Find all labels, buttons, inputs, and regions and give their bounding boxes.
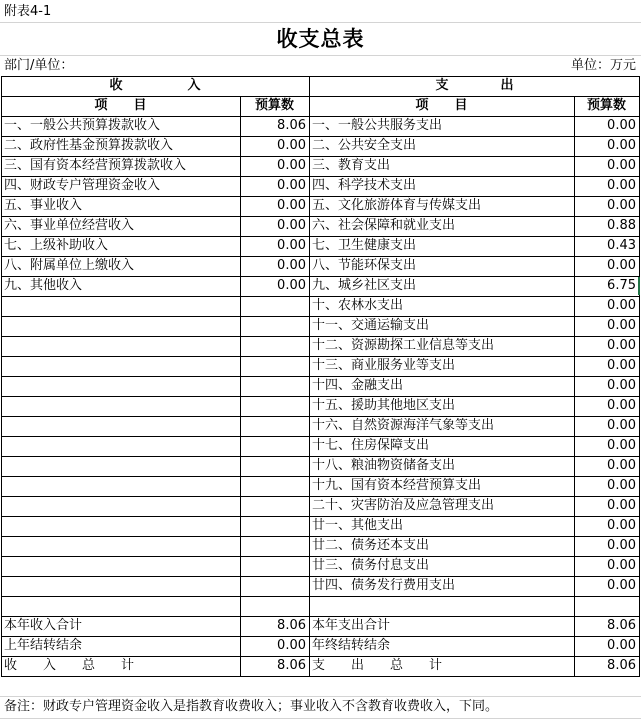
income-item	[1, 296, 240, 316]
border-line	[309, 76, 310, 677]
expense-total-value: 8.06	[607, 618, 636, 633]
income-item: 七、上级补助收入	[4, 238, 109, 253]
income-value	[240, 296, 309, 316]
expense-item-header: 项 目	[415, 98, 468, 113]
expense-item: 十七、住房保障支出	[312, 438, 430, 453]
income-item	[1, 496, 240, 516]
expense-value: 0.00	[607, 538, 636, 553]
border-line	[1, 496, 640, 497]
table-row	[0, 176, 641, 196]
border-line	[1, 396, 640, 397]
income-value	[240, 476, 309, 496]
income-value	[240, 456, 309, 476]
table-row	[0, 516, 641, 536]
income-item: 一、一般公共预算拨款收入	[4, 118, 161, 133]
expense-item: 四、科学技术支出	[312, 178, 417, 193]
expense-value: 0.00	[607, 158, 636, 173]
border-line	[1, 76, 2, 677]
expense-item: 三、教育支出	[312, 158, 391, 173]
income-item	[1, 456, 240, 476]
expense-total-value: 0.00	[607, 638, 636, 653]
expense-value: 0.88	[607, 218, 636, 233]
income-value	[240, 516, 309, 536]
border-line	[1, 176, 640, 177]
income-value	[240, 356, 309, 376]
border-line	[1, 656, 640, 657]
expense-value: 0.00	[607, 338, 636, 353]
table-row	[0, 216, 641, 236]
department-label: 部门/单位：	[4, 58, 74, 73]
expense-item: 九、城乡社区支出	[312, 278, 417, 293]
table-row	[0, 496, 641, 516]
border-line	[1, 356, 640, 357]
income-total-value: 8.06	[277, 658, 306, 673]
income-item	[1, 556, 240, 576]
expense-value: 0.00	[607, 578, 636, 593]
table-row	[0, 456, 641, 476]
income-value	[240, 556, 309, 576]
border-line	[1, 236, 640, 237]
total-row	[0, 656, 641, 676]
income-total-value: 8.06	[277, 618, 306, 633]
border-line	[1, 676, 640, 677]
unit-label: 单位：万元	[570, 58, 636, 73]
expense-value: 0.00	[607, 398, 636, 413]
table-row	[0, 236, 641, 256]
expense-value	[574, 596, 639, 616]
border-line	[1, 476, 640, 477]
table-row	[0, 116, 641, 136]
table-row	[0, 356, 641, 376]
expense-item: 十五、援助其他地区支出	[312, 398, 456, 413]
income-item	[1, 436, 240, 456]
table-row	[0, 396, 641, 416]
table-row	[0, 136, 641, 156]
expense-item: 廿二、债务还本支出	[312, 538, 430, 553]
expense-item: 十二、资源勘探工业信息等支出	[312, 338, 495, 353]
expense-item: 十四、金融支出	[312, 378, 404, 393]
sheet-label-row	[0, 2, 641, 22]
income-value: 0.00	[277, 198, 306, 213]
border-line	[1, 516, 640, 517]
income-item	[1, 376, 240, 396]
income-value: 0.00	[277, 158, 306, 173]
border-line	[1, 636, 640, 637]
border-line	[240, 96, 241, 677]
income-value: 0.00	[277, 138, 306, 153]
expense-value: 0.00	[607, 138, 636, 153]
income-item: 八、附属单位上缴收入	[4, 258, 135, 273]
income-value: 8.06	[277, 118, 306, 133]
border-line	[1, 316, 640, 317]
border-line	[1, 456, 640, 457]
border-line	[1, 256, 640, 257]
table-row	[0, 276, 641, 296]
income-value	[240, 536, 309, 556]
border-line	[574, 96, 575, 677]
border-line	[1, 336, 640, 337]
expense-value: 0.43	[607, 238, 636, 253]
expense-value: 0.00	[607, 358, 636, 373]
income-budget-header: 预算数	[254, 98, 294, 113]
border-line	[1, 376, 640, 377]
expense-item: 十、农林水支出	[312, 298, 404, 313]
meta-row	[0, 56, 641, 76]
expense-item: 一、一般公共服务支出	[312, 118, 443, 133]
table-row	[0, 336, 641, 356]
table-row	[0, 596, 641, 616]
expense-item: 廿一、其他支出	[312, 518, 404, 533]
total-row	[0, 616, 641, 636]
border-line	[1, 576, 640, 577]
income-item: 三、国有资本经营预算拨款收入	[4, 158, 187, 173]
border-line	[1, 296, 640, 297]
income-value: 0.00	[277, 258, 306, 273]
table-title: 收支总表	[276, 27, 365, 51]
expense-item: 八、节能环保支出	[312, 258, 417, 273]
income-item: 六、事业单位经营收入	[4, 218, 135, 233]
border-line	[1, 556, 640, 557]
expense-value: 0.00	[607, 478, 636, 493]
table-row	[0, 316, 641, 336]
expense-value: 0.00	[607, 198, 636, 213]
expense-value: 0.00	[607, 178, 636, 193]
expense-value: 0.00	[607, 438, 636, 453]
note-text: 备注：财政专户管理资金收入是指教育收费收入；事业收入不含教育收费收入，下同。	[4, 699, 499, 714]
table-row	[0, 576, 641, 596]
expense-total-label: 年终结转结余	[312, 638, 391, 653]
expense-total-label: 支 出 总 计	[312, 658, 443, 673]
expense-value: 0.00	[607, 418, 636, 433]
total-row	[0, 636, 641, 656]
expense-item: 十三、商业服务业等支出	[312, 358, 456, 373]
border-line	[1, 156, 640, 157]
income-value	[240, 416, 309, 436]
expense-item: 廿四、债务发行费用支出	[312, 578, 456, 593]
expense-value: 0.00	[607, 298, 636, 313]
table-row	[0, 376, 641, 396]
expense-total-label: 本年支出合计	[312, 618, 391, 633]
expense-total-value: 8.06	[607, 658, 636, 673]
note-row	[0, 697, 641, 717]
table-row	[0, 196, 641, 216]
income-item: 二、政府性基金预算拨款收入	[4, 138, 174, 153]
expense-value: 0.00	[607, 378, 636, 393]
income-item	[1, 356, 240, 376]
income-item	[1, 396, 240, 416]
expense-item: 廿三、债务付息支出	[312, 558, 430, 573]
income-total-label: 本年收入合计	[4, 618, 83, 633]
income-item: 五、事业收入	[4, 198, 83, 213]
expense-value: 0.00	[607, 498, 636, 513]
section-header-row	[0, 76, 641, 96]
table-row	[0, 536, 641, 556]
table-row	[0, 296, 641, 316]
expense-item: 六、社会保障和就业支出	[312, 218, 456, 233]
income-item	[1, 476, 240, 496]
expense-item: 七、卫生健康支出	[312, 238, 417, 253]
expense-budget-header: 预算数	[586, 98, 626, 113]
income-total-label: 上年结转结余	[4, 638, 83, 653]
expense-value: 0.00	[607, 518, 636, 533]
border-line	[1, 136, 640, 137]
income-item	[1, 596, 240, 616]
table-row	[0, 156, 641, 176]
income-value	[240, 496, 309, 516]
income-item	[1, 336, 240, 356]
border-line	[1, 196, 640, 197]
income-value	[240, 576, 309, 596]
border-line	[1, 216, 640, 217]
expense-value: 0.00	[607, 318, 636, 333]
expense-header: 支 出	[435, 78, 514, 93]
expense-item: 二、公共安全支出	[312, 138, 417, 153]
income-value	[240, 316, 309, 336]
income-item: 四、财政专户管理资金收入	[4, 178, 161, 193]
border-line	[1, 616, 640, 617]
table-row	[0, 476, 641, 496]
border-line	[1, 276, 640, 277]
expense-item: 十六、自然资源海洋气象等支出	[312, 418, 495, 433]
income-item	[1, 516, 240, 536]
income-value: 0.00	[277, 178, 306, 193]
border-line	[1, 116, 640, 117]
income-item-header: 项 目	[94, 98, 147, 113]
income-value	[240, 436, 309, 456]
income-header: 收 入	[109, 78, 201, 93]
sheet-label: 附表4-1	[4, 4, 52, 19]
border-line	[1, 96, 640, 97]
border-line	[1, 76, 640, 77]
border-line	[639, 76, 640, 677]
income-item: 九、其他收入	[4, 278, 83, 293]
income-value: 0.00	[277, 218, 306, 233]
income-item	[1, 536, 240, 556]
expense-value: 0.00	[607, 118, 636, 133]
income-value: 0.00	[277, 238, 306, 253]
expense-item: 二十、灾害防治及应急管理支出	[312, 498, 495, 513]
expense-value: 0.00	[607, 258, 636, 273]
expense-item: 五、文化旅游体育与传媒支出	[312, 198, 482, 213]
column-header-row	[0, 96, 641, 116]
border-line	[1, 436, 640, 437]
expense-item: 十九、国有资本经营预算支出	[312, 478, 482, 493]
income-value	[240, 376, 309, 396]
expense-item	[309, 596, 574, 616]
income-value	[240, 596, 309, 616]
border-line	[1, 416, 640, 417]
income-item	[1, 416, 240, 436]
expense-item: 十八、粮油物资储备支出	[312, 458, 456, 473]
income-item	[1, 576, 240, 596]
expense-value: 0.00	[607, 458, 636, 473]
expense-value: 6.75	[607, 278, 636, 293]
border-line	[1, 536, 640, 537]
table-row	[0, 556, 641, 576]
income-value: 0.00	[277, 278, 306, 293]
income-value	[240, 396, 309, 416]
table-row	[0, 436, 641, 456]
expense-value: 0.00	[607, 558, 636, 573]
income-value	[240, 336, 309, 356]
income-total-value: 0.00	[277, 638, 306, 653]
income-item	[1, 316, 240, 336]
table-row	[0, 256, 641, 276]
table-row	[0, 416, 641, 436]
border-line	[1, 596, 640, 597]
cell-selection-marker	[638, 277, 640, 295]
income-total-label: 收 入 总 计	[4, 658, 135, 673]
expense-item: 十一、交通运输支出	[312, 318, 430, 333]
